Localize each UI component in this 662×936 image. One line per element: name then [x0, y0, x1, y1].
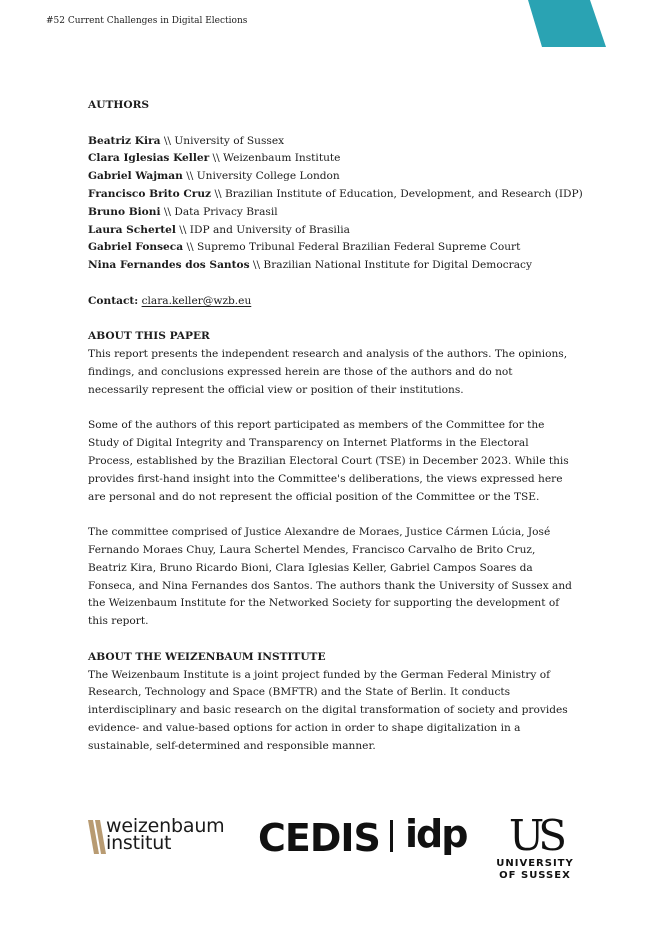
author-name: Beatriz Kira — [88, 134, 161, 147]
author-affiliation: \\ University College London — [182, 170, 340, 183]
contact-label: Contact: — [88, 294, 139, 307]
author-entry — [88, 222, 574, 240]
weizenbaum-stripes-icon — [88, 820, 108, 854]
author-affiliation: \\ Data Privacy Brasil — [160, 205, 278, 218]
author-name: Clara Iglesias Keller — [88, 152, 210, 165]
logo-divider — [390, 820, 393, 852]
author-name: Bruno Bioni — [88, 205, 161, 218]
author-affiliation: \\ Weizenbaum Institute — [209, 152, 341, 165]
author-affiliation: \\ IDP and University of Brasilia — [175, 223, 350, 236]
front-matter — [88, 97, 583, 755]
university-of-sussex-logo — [490, 811, 580, 894]
weizenbaum-logo-line1: weizenbaum — [106, 815, 225, 837]
author-affiliation: \\ Brazilian National Institute for Digital Democracy — [249, 259, 532, 272]
author-entry — [88, 168, 574, 186]
author-entry — [88, 257, 574, 275]
about-institute-paragraph: The Weizenbaum Institute is a joint project funded by the German Federal Ministry of Research, Technology and Space (BMFTR) and the State of Berlin. It conducts interdisciplinary and basic research on the digital transformation of society and provides evidence- and value-based options for action in order to shape digitalization in a sustainable, self-determined and responsible manner. — [88, 668, 568, 752]
contact-email-link[interactable]: clara.keller@wzb.eu — [141, 294, 252, 307]
author-entry — [88, 150, 574, 168]
author-entry — [88, 133, 574, 151]
author-name: Nina Fernandes dos Santos — [88, 259, 250, 272]
author-affiliation: \\ University of Sussex — [160, 134, 285, 147]
author-name: Francisco Brito Cruz — [88, 187, 212, 200]
authors-list — [88, 133, 583, 275]
author-name: Gabriel Wajman — [88, 170, 183, 183]
authors-heading: AUTHORS — [88, 99, 150, 111]
about-paper-paragraph: Some of the authors of this report participated as members of the Committee for the Study of Digital Integrity and Transparency on Internet Platforms in the Electoral Process, established by the Brazilian Electoral Court (TSE) in December 2023. While this provides first-hand insight into the Committee's deliberations, the views expressed here are personal and do not represent the official position of the Committee or the TSE. — [88, 419, 569, 503]
author-entry — [88, 204, 574, 222]
partner-logos — [0, 800, 662, 910]
contact-line — [88, 293, 574, 311]
accent-parallelogram — [528, 0, 606, 47]
sussex-us-mark: US — [508, 811, 562, 860]
about-paper-paragraph: This report presents the independent research and analysis of the authors. The opinions, findings, and conclusions expressed herein are those of the authors and do not necessarily represent the official view or position of their institutions. — [88, 348, 568, 396]
about-paper-heading: ABOUT THIS PAPER — [88, 330, 210, 343]
idp-logo: idp — [405, 812, 467, 856]
running-head: #52 Current Challenges in Digital Elections — [46, 16, 248, 26]
corner-accent-shape — [528, 0, 606, 47]
weizenbaum-logo-line2: institut — [106, 832, 172, 854]
about-paper-paragraph: The committee comprised of Justice Alexandre de Moraes, Justice Cármen Lúcia, José Fernando Moraes Chuy, Laura Schertel Mendes, Francisco Carvalho de Brito Cruz, Beatriz Kira, Bruno Ricardo Bioni, Clara Iglesias Keller, Gabriel Campos Soares da Fonseca, and Nina Fernandes dos Santos. The authors thank the University of Sussex and the Weizenbaum Institute for the Networked Society for supporting the development of this report. — [88, 526, 572, 628]
sussex-logo-line2: OF SUSSEX — [499, 870, 571, 881]
author-affiliation: \\ Brazilian Institute of Education, Development, and Research (IDP) — [211, 187, 583, 200]
author-entry — [88, 186, 583, 204]
author-entry — [88, 239, 574, 257]
cedis-logo: CEDIS — [258, 816, 380, 860]
about-institute-heading: ABOUT THE WEIZENBAUM INSTITUTE — [88, 650, 326, 663]
author-name: Gabriel Fonseca — [88, 241, 184, 254]
author-name: Laura Schertel — [88, 223, 176, 236]
weizenbaum-institut-logo — [88, 815, 238, 858]
author-affiliation: \\ Supremo Tribunal Federal Brazilian Federal Supreme Court — [183, 241, 521, 254]
sussex-logo-line1: UNIVERSITY — [496, 858, 574, 869]
